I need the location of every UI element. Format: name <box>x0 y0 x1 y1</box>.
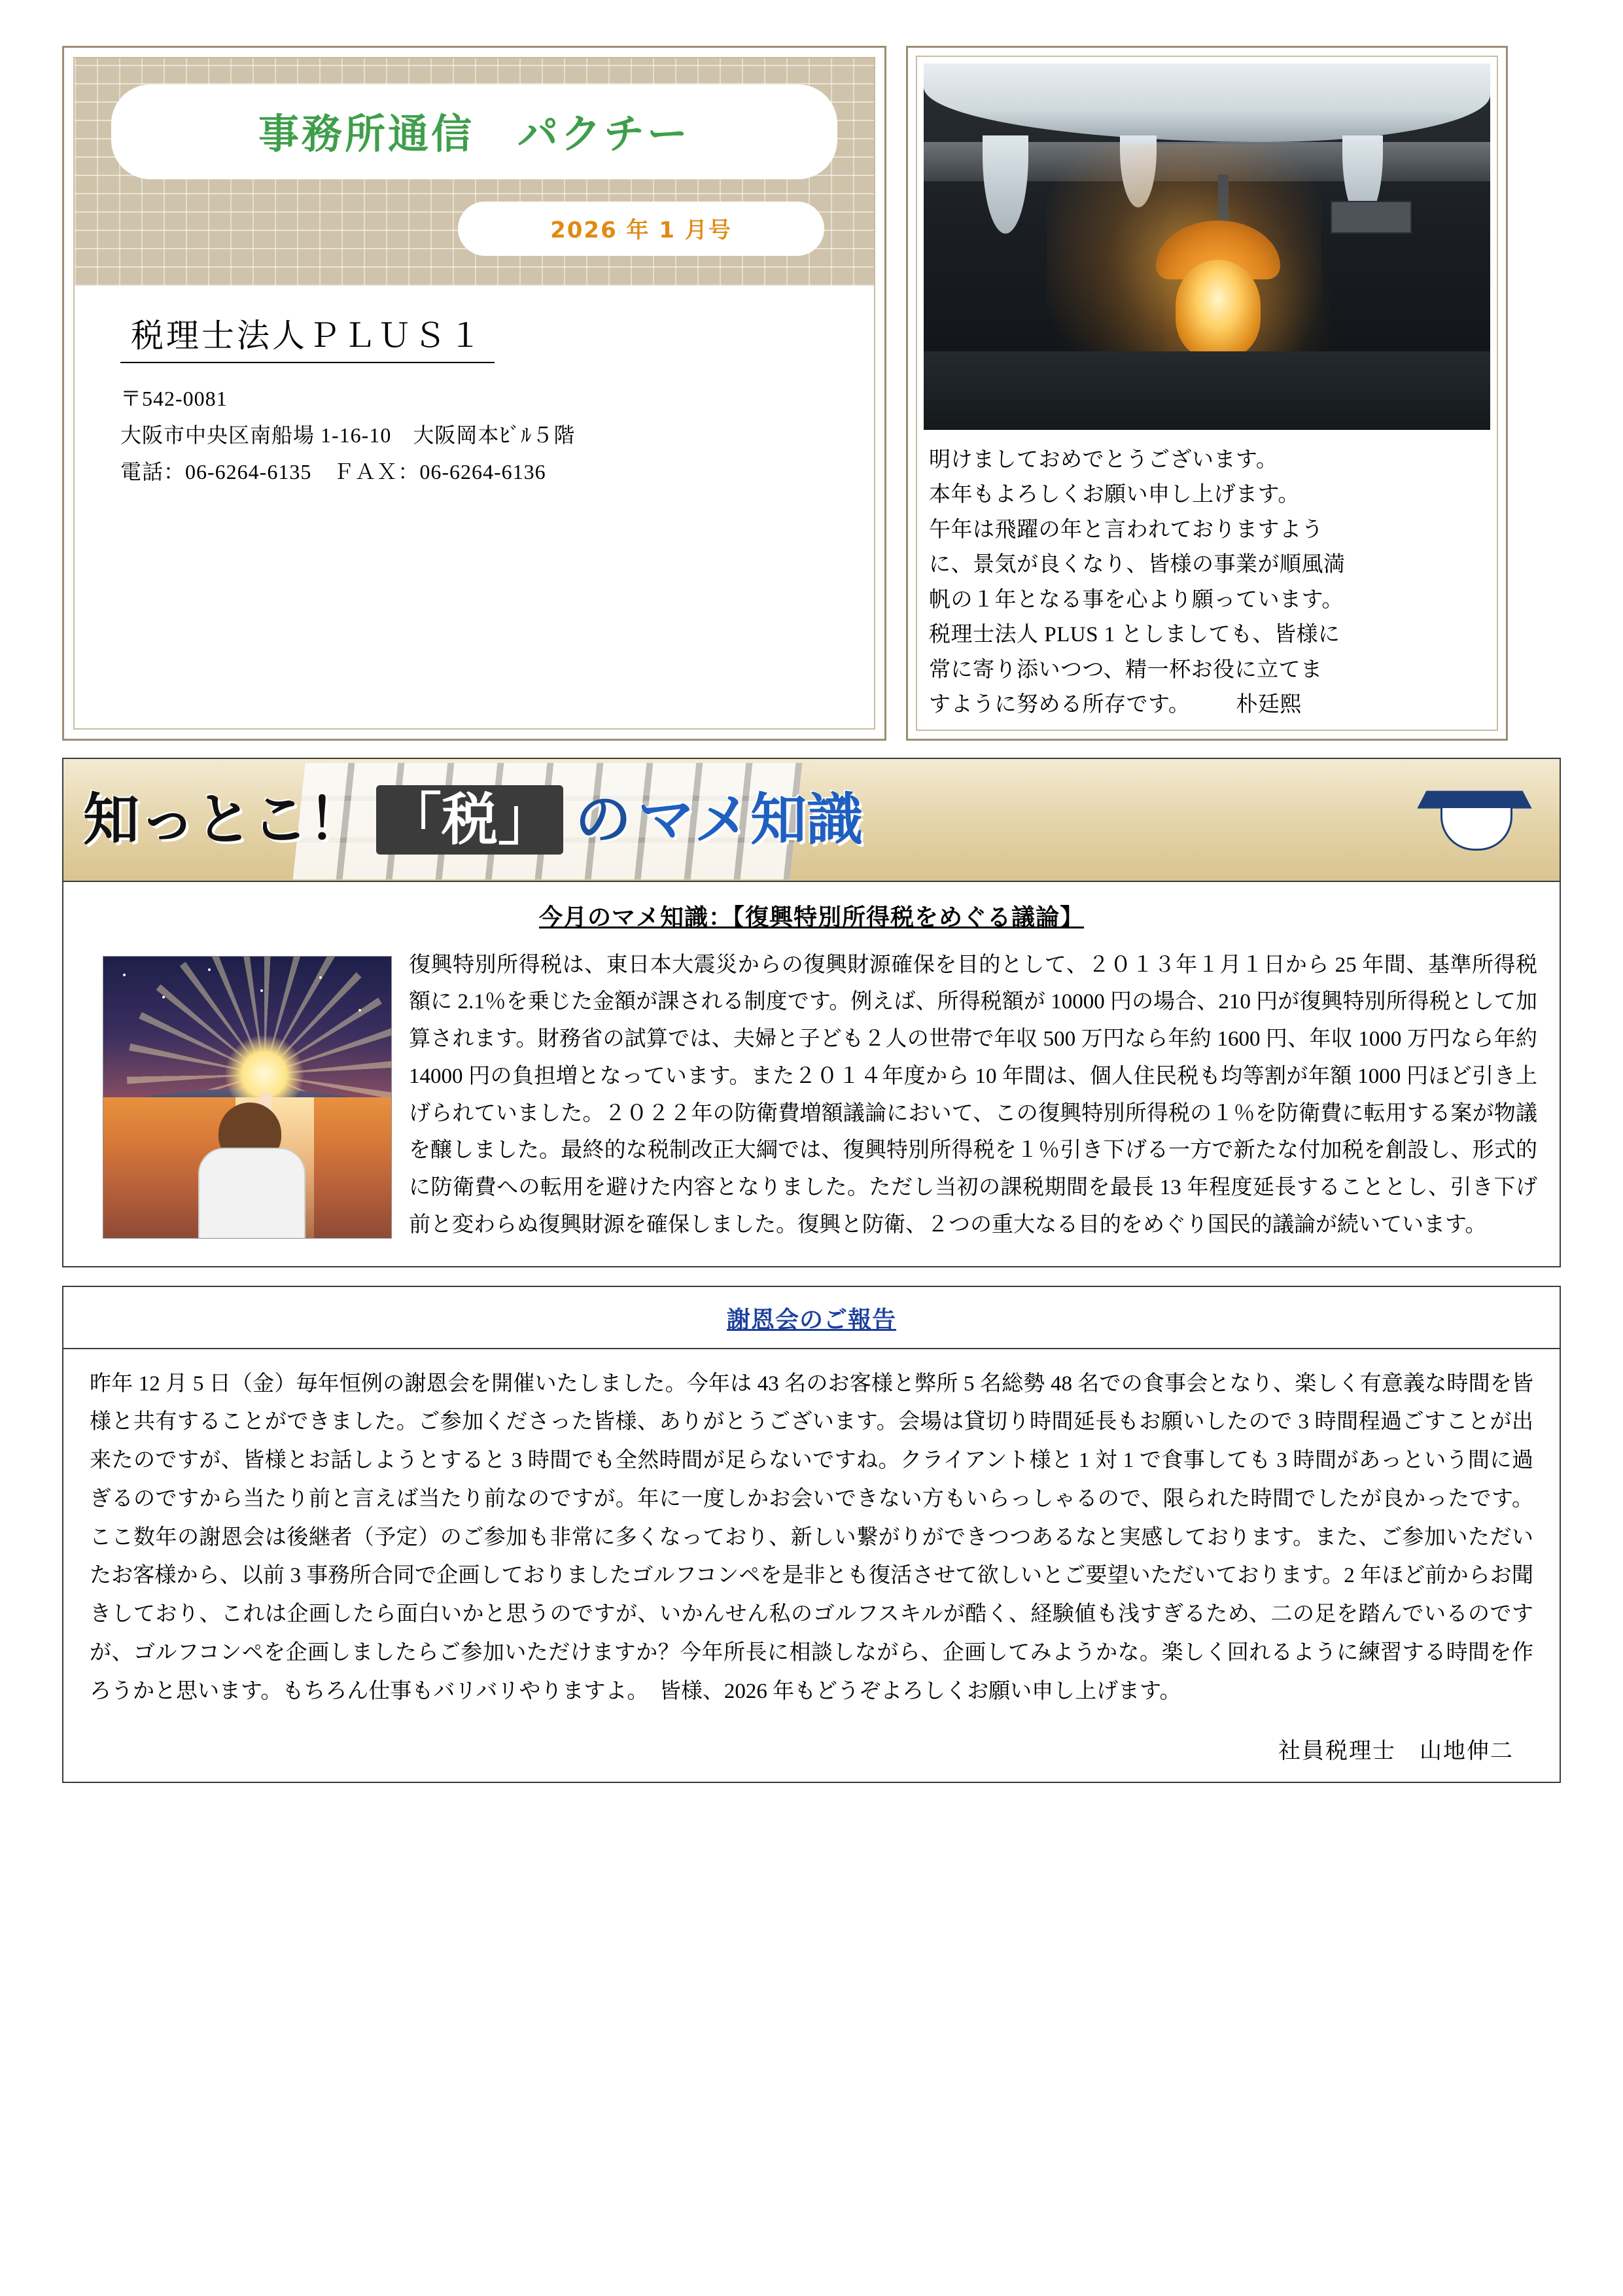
firm-info-block <box>75 286 874 508</box>
banner-part-2: 「税」 <box>376 785 563 855</box>
mame-chishiki-banner <box>62 758 1561 882</box>
shaonkai-report-section <box>62 1286 1561 1784</box>
title-band <box>75 58 874 286</box>
greeting-line: すように努める所存です。 <box>929 693 1191 717</box>
greeting-line: 帆の１年となる事を心より願っています。 <box>929 588 1344 612</box>
shaonkai-title: 謝恩会のご報告 <box>726 1306 896 1333</box>
banner-text-group <box>83 784 1540 856</box>
firm-address: 大阪市中央区南船場 1-16-10 大阪岡本ﾋﾞﾙ５階 <box>120 423 576 447</box>
greeting-line: 明けましておめでとうございます。 <box>929 448 1278 472</box>
shaonkai-body: 昨年 12 月 5 日（金）毎年恒例の謝恩会を開催いたしました。今年は 43 名のお客様と弊所 5 名総勢 48 名での食事会となり、楽しく有意義な時間を皆様と共有することができました。ご参加くださった皆様、ありがとうございます。会場は貸切り時間延長もお願いしたので 3 時間程過ごすことが出来たのですが、皆様とお話しようとすると 3 時間でも全然時間が足らないですね。クライアント様と 1 対 1 で食事しても 3 時間があっという間に過ぎるのですから当たり前と言えば当たり前なのですが。年に一度しかお会いできない方もいらっしゃるので、限られた時間でしたが良かったです。ここ数年の謝恩会は後継者（予定）のご参加も非常に多くなっており、新しい繋がりができつつあるなと実感しております。また、ご参加いただいたお客様から、以前 3 事務所合同で企画しておりましたゴルフコンペを是非とも復活させて欲しいとご要望いただいております。2 年ほど前からお聞きしており、これは企画したら面白いかと思うのですが、いかんせん私のゴルフスキルが酷く、経験値も浅すぎるため、二の足を踏んでいるのですが、ゴルフコンペを企画しましたらご参加いただけますか？今年所長に相談しながら、企画してみようかな。楽しく回れるように練習する時間を作ろうかと思います。もちろん仕事もバリバリやりますよ。 皆様、2026 年もどうぞよろしくお願い申し上げます。 <box>90 1371 1533 1703</box>
newsletter-title: 事務所通信 パクチー <box>258 110 690 158</box>
masthead-inner <box>73 57 875 730</box>
masthead-card <box>62 46 886 741</box>
greeting-line: に、景気が良くなり、皆様の事業が順風満 <box>929 553 1346 577</box>
greeting-line: 本年もよろしくお願い申し上げます。 <box>929 483 1300 507</box>
firm-contact: 電話：06-6264-6135 ＦＡＸ：06-6264-6136 <box>120 460 546 484</box>
photo-card <box>906 46 1508 741</box>
header-section <box>62 46 1561 741</box>
banner-part-4: マメ知識 <box>638 786 863 853</box>
shaonkai-signature: 社員税理士 山地伸二 <box>1278 1739 1514 1764</box>
issue-pill <box>458 202 824 256</box>
banner-part-3: の <box>575 786 631 853</box>
mame-article-title: 今月のマメ知識：【復興特別所得税をめぐる議論】 <box>538 904 1084 930</box>
firm-postal: 〒542-0081 <box>120 387 228 410</box>
greeting-line: 常に寄り添いつつ、精一杯お役に立てま <box>929 658 1323 682</box>
new-year-greeting <box>924 440 1490 723</box>
greeting-line: 午年は飛躍の年と言われておりますよう <box>929 518 1323 542</box>
mame-chishiki-article <box>62 882 1561 1267</box>
issue-label: 2026 年 1 月号 <box>550 217 732 243</box>
photo-card-inner <box>916 56 1498 731</box>
mame-article-body: 復興特別所得税は、東日本大震災からの復興財源確保を目的として、２０１３年１月１日から 25 年間、基準所得税額に 2.1％を乗じた金額が課される制度です。例えば、所得税額が 10000 円の場合、210 円が復興特別所得税として加算されます。財務省の試算では、夫婦と子ども２人の世帯で年収 500 万円なら年約 1600 円、年収 1000 万円なら年約 14000 円の負担増となっています。また２０１４年度から 10 年間は、個人住民税も均等割が年額 1000 円ほど引き上げられていました。２０２２年の防衛費増額議論において、この復興特別所得税の１％を防衛費に転用する案が物議を醸しました。最終的な税制改正大綱では、復興特別所得税を１％引き下げる一方で新たな付加税を創設し、形式的に防衛費への転用を避けた内容となりました。ただし当初の課税期間を最長 13 年程度延長することとし、引き下げ前と変わらぬ復興財源を確保しました。復興と防衛、２つの重大なる目的をめぐり国民的議論が続いています。 <box>409 953 1538 1237</box>
newsletter-title-pill <box>111 84 837 179</box>
firm-name: 税理士法人ＰＬＵＳ１ <box>120 309 495 363</box>
snow-covered-lamp-photo <box>924 63 1490 430</box>
greeting-line: 税理士法人 PLUS 1 としましても、皆様に <box>929 623 1340 647</box>
graduation-cap-icon <box>1422 784 1527 856</box>
greeting-signature: 朴廷熙 <box>1236 693 1302 717</box>
banner-part-1: 知っとこ！ <box>83 786 364 853</box>
boy-pointing-at-sunset-illustration <box>103 956 392 1239</box>
